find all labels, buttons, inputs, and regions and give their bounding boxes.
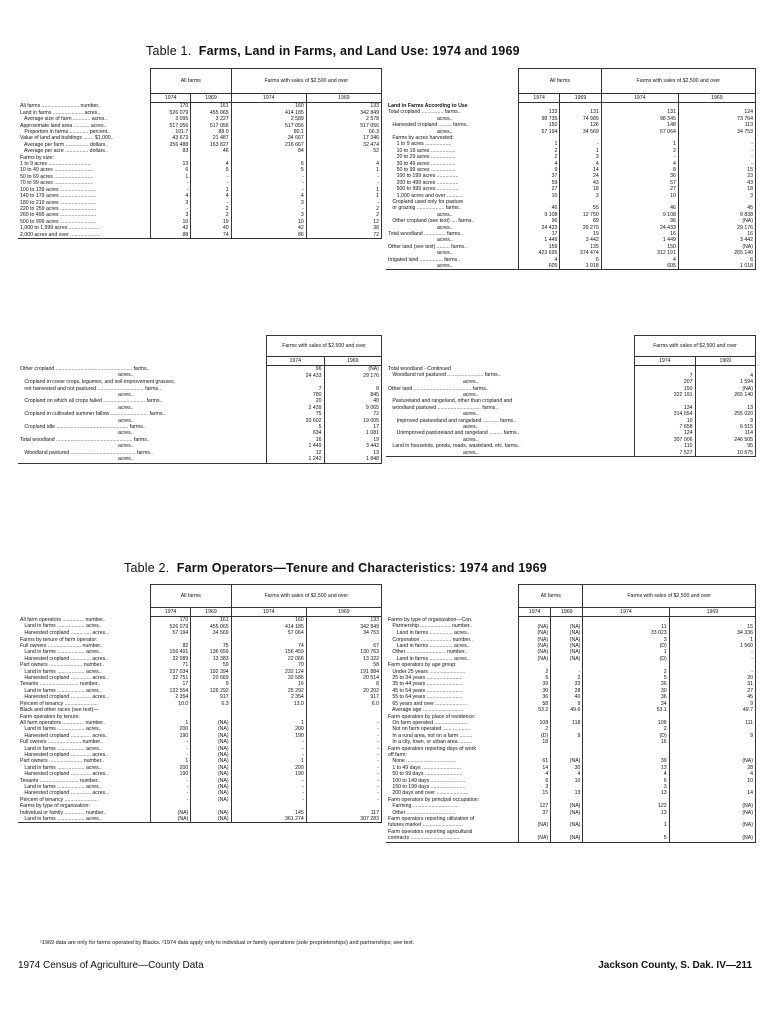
head-sales: Farms with sales of $2,500 and over — [635, 336, 756, 357]
table-cell: 10.0 — [151, 701, 191, 707]
row-label: Farms by tenure of farm operator: Full owners ....................... number.. Land in farms ................... acres.. Harvested cropland .............. acres.. — [18, 637, 151, 663]
table-cell: (NA) — [519, 816, 551, 829]
table-cell: 342 849 2 578 — [306, 110, 381, 123]
row-label: Cropland on which all crops failed ............................. farms.. acres.. — [18, 398, 267, 411]
row-label: Black and other races (see text)— Farm operators by tenure: All farm operators ............... number.. Land in farms ................... acres.. Harvested cropland .............. acres.. — [18, 707, 151, 739]
table2-left — [18, 584, 382, 823]
row-label: Improved pastureland and rangeland ........... farms.. acres.. — [386, 418, 635, 431]
footer-left: 1974 Census of Agriculture—County Data — [18, 960, 204, 971]
table-cell: - — [231, 797, 306, 803]
table-cell: 1 — [583, 816, 669, 829]
table-cell: (NA) — [551, 829, 583, 842]
row-label: Total woodland ............... farms.. acres.. Other land (see text) ......... farms.. acres.. Irrigated land ................ farms.. acres.. — [386, 231, 519, 270]
row-label: All farms .......................... number.. — [18, 103, 151, 110]
row-label: Total woodland - Continued Woodland not pastured ......................... farms.. acres.. — [386, 366, 635, 386]
table-cell: 2 5 39 30 36 58 53.2 — [519, 662, 551, 713]
table-cell: (NA) (NA) — [551, 649, 583, 662]
table-row — [386, 109, 756, 135]
row-label: Other ........................... number.. Land in farms ................ acres.. — [386, 649, 519, 662]
table-cell: 13.0 — [231, 701, 306, 707]
table-cell: 17 346 32 474 52 — [306, 135, 381, 154]
table-cell: (NA) (NA) — [551, 797, 583, 816]
table-cell: 1 (D) — [583, 649, 669, 662]
table-cell: 82 156 491 22 089 — [151, 637, 191, 663]
table-cell: - - - — [306, 739, 381, 758]
table-row — [18, 110, 382, 123]
table-cell: 9 37 59 27 10 — [519, 167, 560, 199]
table-cell: (NA) — [519, 829, 551, 842]
table-cell: 2 5 36 30 36 34 53.1 — [583, 662, 669, 713]
table-cell: 11 33 023 — [583, 617, 669, 637]
row-label: Farms by acres harvested: 1 to 9 acres .................. 10 to 19 acres ................. 20 to 29 acres ................. 30 to 49 acres ................. — [386, 135, 519, 167]
row-label: Other land ........................................ farms.. acres.. — [386, 386, 635, 399]
table-cell: 14 24 43 18 3 — [560, 167, 601, 199]
table-cell: - 2 33 28 40 9 49.6 — [551, 662, 583, 713]
table-cell: 5 634 — [267, 424, 325, 437]
table-cell: - - - — [151, 739, 191, 758]
table-row — [18, 123, 382, 136]
table-cell: 9 126 292 917 — [191, 681, 231, 700]
head-year: 1974 — [231, 608, 306, 617]
table-cell: 70 232 124 32 586 — [231, 662, 306, 681]
table-cell: 20 2 439 — [267, 398, 325, 411]
table-cell: 118 9 — [551, 714, 583, 746]
table-cell: - 2 2 19 40 74 — [191, 200, 231, 239]
row-label: Total woodland ..................................................... farms.. acres.. — [18, 437, 267, 450]
table-cell: - - - — [306, 707, 381, 739]
table-cell: 8 36 57 27 10 — [601, 167, 678, 199]
head-all-farms: All farms — [519, 69, 602, 94]
table-cell: 131 98 345 148 57 064 — [601, 109, 678, 135]
table-cell: 5 — [583, 829, 669, 842]
table-row — [18, 200, 382, 239]
table-cell: 127 37 — [519, 797, 551, 816]
table-cell: 40 9 065 — [324, 398, 382, 411]
table-cell: 19 3 442 — [324, 437, 382, 450]
row-label: Farm operators by principal occupation: Farming ................................ Other .................................. — [386, 797, 519, 816]
table-cell: 39 13 4 6 3 13 — [583, 746, 669, 797]
table-row — [18, 637, 382, 663]
footnote: ¹1969 data are only for farms operated by Blacks. ²1974 data apply only to individual or family operations (sole proprietorships) and partnerships; see text. — [40, 940, 415, 946]
table-cell: - 1 3 4 — [560, 135, 601, 167]
head-year: 1974 — [601, 94, 678, 103]
table-cell: (NA) (NA) — [519, 649, 551, 662]
head-sales: Farms with sales of $2,500 and over — [231, 69, 381, 94]
table-cell: 13 6 1 - - 4 — [151, 155, 191, 200]
row-label: Farm operators by place of residence: On farm operated ....................... Not on farm operated ................... In a rural area, not on a farm ......... In a city, town, or urban area ......... — [386, 714, 519, 746]
table-cell: 16 1 449 — [267, 437, 325, 450]
table-row — [386, 649, 756, 662]
table1-left — [18, 68, 382, 239]
table-cell: 46 9 108 96 24 433 — [519, 199, 560, 231]
head-year: 1969 — [669, 608, 755, 617]
head-all-farms: All farms — [151, 585, 232, 608]
table-cell: 4 1 594 — [695, 366, 756, 386]
table-cell: (NA) (NA) — [191, 803, 231, 823]
row-label: Pastureland and rangeland, other than cropland and woodland pastured .............................. farms.. acres.. — [386, 398, 635, 417]
table-row — [386, 231, 756, 270]
row-label: Farm operators reporting days of work off farm: None ................................... 1 to 49 days ........................... 50 to 99 days .......................... 100 to 149 days ........................ 150 to 199 days ........................ 200 days and over ...................... — [386, 746, 519, 797]
table-cell: 517 056 101.7 — [151, 123, 191, 136]
head-year: 1969 — [306, 608, 381, 617]
table-cell: 43 673 256 488 83 — [151, 135, 191, 154]
table-row — [18, 617, 382, 637]
table-cell: 59 192 394 20 669 — [191, 662, 231, 681]
head-year: 1969 — [560, 94, 601, 103]
table-cell: 96 24 433 — [267, 366, 325, 379]
table-cell: - - - — [231, 739, 306, 758]
table-cell: 3 - 3 10 42 88 — [151, 200, 191, 239]
table-cell: (NA) (NA) (NA) — [191, 707, 231, 739]
table-cell: 133 — [306, 103, 381, 110]
row-label: Farms by type of organization: Individual or family .............. number.. Land in farms ................... acres.. — [18, 803, 151, 823]
table2-heading: Farm Operators—Tenure and Characteristics: 1974 and 1969 — [176, 561, 547, 575]
table-cell: 74 156 459 22 066 — [231, 637, 306, 663]
table-cell: (NA) (NA) — [551, 637, 583, 650]
table-cell: - - - — [306, 758, 381, 777]
table-row — [386, 746, 756, 797]
table-cell: 114 246 505 — [695, 430, 756, 443]
table-cell: 7 207 — [635, 366, 696, 386]
table-cell: (NA) — [551, 816, 583, 829]
row-label: Farms by type of organization—Con. Partnership ..................... number.. Land in farms ................ acres.. — [386, 617, 519, 637]
footer-right — [598, 960, 752, 971]
table-row — [18, 437, 382, 450]
head-year: 1974 — [267, 357, 325, 366]
row-label: Total cropland ............... farms.. acres.. Harvested cropland ......... farms.. acres.. — [386, 109, 519, 135]
table-cell: 8 20 202 917 — [306, 681, 381, 700]
table-cell: 6.0 — [306, 701, 381, 707]
table2-right — [386, 584, 756, 843]
table-cell: - — [306, 797, 381, 803]
table-cell: 10 7 658 — [635, 418, 696, 431]
row-label: All farm operators ............... number.. Land in farms ................... acres.. Harvested cropland .............. acres.. — [18, 617, 151, 637]
table-row — [386, 366, 756, 386]
row-label: Land in farms ..................... acres.. Average size of farm ............ acres.. — [18, 110, 151, 123]
table-cell: 134 314 654 — [635, 398, 696, 417]
table-row — [386, 135, 756, 167]
table-row — [386, 797, 756, 816]
row-label: 180 to 219 acres ......................... 220 to 259 acres ......................... 260 to 499 acres ......................... 500 to 999 acres ......................... 1,000 to 1,999 acres ..................... 2,000 acres and over ..................... — [18, 200, 151, 239]
table-cell: (NA) (NA) — [519, 637, 551, 650]
row-label: Land in houselots, ponds, roads, wasteland, etc. farms.. acres.. — [386, 443, 635, 456]
table-cell: (NA) 29 176 — [324, 366, 382, 379]
head-year: 1974 — [583, 608, 669, 617]
head-year: 1974 — [151, 608, 191, 617]
table-cell: (NA) — [191, 797, 231, 803]
head-year: 1969 — [324, 357, 382, 366]
table-row — [386, 167, 756, 199]
table-row — [386, 714, 756, 746]
head-year: 1969 — [191, 94, 231, 103]
table-cell: 526 079 3 095 — [151, 110, 191, 123]
table-cell: 131 74 989 126 34 569 — [560, 109, 601, 135]
table-cell: - 2 2 12 38 72 — [306, 200, 381, 239]
head-sales: Farms with sales of $2,500 and over — [601, 69, 755, 94]
table1-number: Table 1. — [146, 44, 192, 58]
table-cell: 517 056 80.1 — [231, 123, 306, 136]
table-cell: 17 132 554 2 354 — [151, 681, 191, 700]
row-label: Tenants ........................... number.. Land in farms ................... acres.. Harvested cropland .............. acres.. — [18, 681, 151, 700]
table1-title — [146, 44, 520, 58]
table-cell: 1 200 190 — [231, 707, 306, 739]
footer-right-text: Jackson County, S. Dak. IV—211 — [598, 960, 752, 971]
table-row — [18, 707, 382, 739]
head-all-farms: All farms — [519, 585, 583, 608]
table-cell: 4 5 - - 1 4 — [191, 155, 231, 200]
table-cell: (NA) — [669, 816, 755, 829]
table-cell: (NA) (NA) — [669, 797, 755, 816]
table-cell: 8 845 — [324, 379, 382, 398]
head-year: 1969 — [695, 357, 756, 366]
table1-continued-right — [386, 335, 756, 457]
row-label: Woodland pastured ............................................. farms.. acres.. — [18, 450, 267, 463]
row-label: Farm operators reporting agricultural contracts .................................. — [386, 829, 519, 842]
row-label: Approximate land area ........... acres.. Proportion in farms ............. percent.. — [18, 123, 151, 136]
head-year: 1974 — [635, 357, 696, 366]
table-row — [386, 386, 756, 399]
row-label: Part owners ....................... number.. Land in farms ................... acres.. Harvested cropland .............. acres.. — [18, 662, 151, 681]
table-cell: 3 (D) — [583, 637, 669, 650]
table-cell: (NA) (NA) (NA) — [191, 758, 231, 777]
table-cell: (NA) (NA) (NA) — [191, 778, 231, 797]
table-cell: - - - - — [678, 135, 755, 167]
table-cell: 133 98 735 150 57 194 — [519, 109, 560, 135]
table-row — [18, 411, 382, 424]
row-label: Farm operators reporting utilization of futures market ............................ — [386, 816, 519, 829]
table-cell: 160 — [231, 103, 306, 110]
table-cell: 122 13 — [583, 797, 669, 816]
table-cell: 15 34 336 — [669, 617, 755, 637]
table-cell: 3 - 3 10 42 86 — [231, 200, 306, 239]
row-label: Farms by size: 1 to 9 acres ............................. 10 to 49 acres ........................... 50 to 69 acres ........................... 70 to 99 acres ........................... 100 to 139 acres ......................... 140 to 179 acres ......................... — [18, 155, 151, 200]
table1-right — [386, 68, 756, 270]
table-row — [386, 816, 756, 829]
table-row — [386, 430, 756, 443]
table-cell: 19 3 442 135 374 474 6 1 018 — [560, 231, 601, 270]
row-label: 50 to 99 acres ................. 100 to 199 acres ............... 200 to 499 acres ............... 500 to 999 acres ............... 1,000 acres and over ........... — [386, 167, 519, 199]
row-label: Percent of tenancy ....................... — [18, 701, 151, 707]
table-row — [18, 803, 382, 823]
table-row — [18, 778, 382, 797]
table-cell: 1 200 190 — [231, 758, 306, 777]
table-cell: (NA) (NA) — [519, 617, 551, 637]
table-cell: 46 9 108 96 24 433 — [601, 199, 678, 231]
table-cell: 517 056 66.3 — [306, 123, 381, 136]
row-label: Land in Farms According to Use — [386, 103, 519, 109]
table-cell: 145 361 274 — [231, 803, 306, 823]
row-label: Value of land and buildings ....... $1,000.. Average per farm ................ dollars.. Average per acre ................ dollars.. — [18, 135, 151, 154]
table-cell: 170 526 079 57 194 — [151, 617, 191, 637]
row-label: Cropland in cover crops, legumes, and soil-improvement grasses, not harvested and not pastured ................................ farms.. acres.. — [18, 379, 267, 398]
table-row — [18, 681, 382, 700]
table-cell: - — [151, 797, 191, 803]
table-cell: 71 237 034 32 751 — [151, 662, 191, 681]
row-label: Cropland idle .................................................. farms.. acres.. — [18, 424, 267, 437]
table-cell: 17 1 081 — [324, 424, 382, 437]
table-cell: 117 307 283 — [306, 803, 381, 823]
table-cell: 9 6 515 — [695, 418, 756, 431]
table-row — [18, 739, 382, 758]
table-cell: 72 19 005 — [324, 411, 382, 424]
head-year: 1969 — [191, 608, 231, 617]
table-cell: 16 25 292 2 354 — [231, 681, 306, 700]
table-row — [18, 135, 382, 154]
table-row — [18, 155, 382, 200]
table-row — [386, 418, 756, 431]
table-cell: 95 10 675 — [695, 443, 756, 456]
table-cell: 124 73 764 113 34 753 — [678, 109, 755, 135]
table-cell: 414 185 2 589 — [231, 110, 306, 123]
table-row — [386, 662, 756, 713]
table2-title — [124, 561, 547, 575]
table-cell: 1 1 560 — [669, 637, 755, 650]
table-row — [18, 758, 382, 777]
head-year: 1974 — [519, 94, 560, 103]
head-sales: Farms with sales of $2,500 and over — [583, 585, 756, 608]
table2-number: Table 2. — [124, 561, 170, 575]
table-cell: 16 3 442 (NA) 265 140 6 1 018 — [678, 231, 755, 270]
table-cell: 110 7 527 — [635, 443, 696, 456]
table-row — [18, 103, 382, 110]
row-label: Full owners ....................... number.. Land in farms ................... acres.. Harvested cropland .............. acres.. — [18, 739, 151, 758]
table-cell: 34 667 216 667 84 — [231, 135, 306, 154]
table-cell: 1 2 2 4 — [519, 135, 560, 167]
table-cell: 55 12 750 89 29 270 — [560, 199, 601, 231]
table-row — [386, 617, 756, 637]
table-cell: (NA) 30 4 10 13 — [551, 746, 583, 797]
table1-continued-left — [18, 335, 382, 464]
table1-heading: Farms, Land in Farms, and Land Use: 1974 and 1969 — [198, 44, 520, 58]
table-cell: 1 200 190 — [151, 758, 191, 777]
table-cell: 106 2 (D) 16 — [583, 714, 669, 746]
table-cell: 17 1 449 159 423 695 4 605 — [519, 231, 560, 270]
table-cell: - - - — [151, 778, 191, 797]
table-cell: 133 342 849 34 753 — [306, 617, 381, 637]
table-cell: 15 23 43 18 3 — [678, 167, 755, 199]
row-label: Corporation ..................... number.. Land in farms ................ acres.. — [386, 637, 519, 650]
table-cell: (NA) 28 4 10 14 — [669, 746, 755, 797]
table-row — [386, 637, 756, 650]
table-row — [18, 424, 382, 437]
table-cell: 6 5 - - - 4 — [231, 155, 306, 200]
table-cell: 150 322 191 — [635, 386, 696, 399]
table-row — [18, 379, 382, 398]
table-cell: - - — [669, 649, 755, 662]
table-cell: 6.3 — [191, 701, 231, 707]
table-cell: 75 136 659 13 383 — [191, 637, 231, 663]
head-year: 1969 — [306, 94, 381, 103]
row-label: Tenants ........................... number.. Land in farms ................... acres.. Harvested cropland .............. acres.. — [18, 778, 151, 797]
table-cell: 124 307 006 — [635, 430, 696, 443]
row-label: Unimproved pastureland and rangeland ......... farms.. acres.. — [386, 430, 635, 443]
table-cell: (NA) (NA) — [551, 617, 583, 637]
row-label: Cropland used only for pasture or grazing ................... farms.. acres.. Other cropland (see text) .... farms.. acres.. — [386, 199, 519, 231]
row-label: Part owners ....................... number.. Land in farms ................... acres.. Harvested cropland .............. acres.. — [18, 758, 151, 777]
table-cell: 45 9 838 (NA) 29 176 — [678, 199, 755, 231]
table-row — [18, 662, 382, 681]
table-cell: 1 200 190 — [151, 707, 191, 739]
table-cell: 13 1 848 — [324, 450, 382, 463]
head-sales: Farms with sales of $2,500 and over — [231, 585, 381, 608]
table-cell: 13 255 020 — [695, 398, 756, 417]
table-cell: (NA) (NA) — [151, 803, 191, 823]
head-all-farms: All farms — [151, 69, 232, 94]
head-year: 1969 — [678, 94, 755, 103]
row-label: Other cropland ..................................................... farms.. acres.. — [18, 366, 267, 379]
head-year: 1974 — [231, 94, 306, 103]
table-cell: 12 1 242 — [267, 450, 325, 463]
table-cell: (NA) (NA) (NA) — [191, 739, 231, 758]
head-sales: Farms with sales of $2,500 and over — [267, 336, 382, 357]
table-cell: 21 487 163 827 46 — [191, 135, 231, 154]
table-cell: 1 2 - 4 — [601, 135, 678, 167]
table-row — [18, 366, 382, 379]
row-label: Cropland in cultivated summer fallow .......................... farms.. acres.. — [18, 411, 267, 424]
table-cell: 161 — [191, 103, 231, 110]
table-row — [18, 450, 382, 463]
table-cell: 4 1 - - 1 1 — [306, 155, 381, 200]
table-cell: 455 065 3 227 — [191, 110, 231, 123]
table-cell: - 20 31 27 45 9 49.7 — [669, 662, 755, 713]
table-cell: 170 — [151, 103, 191, 110]
head-year: 1974 — [151, 94, 191, 103]
table-row — [386, 199, 756, 231]
table-cell: 58 191 884 20 514 — [306, 662, 381, 681]
table-row — [386, 443, 756, 456]
table-cell: 517 056 88.0 — [191, 123, 231, 136]
table-row — [386, 829, 756, 842]
table-cell: 111 9 — [669, 714, 755, 746]
table-row — [18, 398, 382, 411]
head-year: 1974 — [519, 608, 551, 617]
table-row — [386, 398, 756, 417]
table-cell: 75 20 602 — [267, 411, 325, 424]
table-cell: 161 455 065 34 569 — [191, 617, 231, 637]
table-cell: - - - — [231, 778, 306, 797]
table-cell: (NA) — [669, 829, 755, 842]
table-cell: 160 414 185 57 064 — [231, 617, 306, 637]
table-cell: 108 2 (D) 18 — [519, 714, 551, 746]
table-cell: (NA) 265 140 — [695, 386, 756, 399]
table-cell: 7 780 — [267, 379, 325, 398]
row-label: Percent of tenancy ....................... — [18, 797, 151, 803]
row-label: Farm operators by age group: Under 25 years ......................... 25 to 34 years ......................... 35 to 44 years ......................... 45 to 54 years ......................... 55 to 64 years ......................... 65 years and over ...................... Average age ............................ — [386, 662, 519, 713]
head-year: 1969 — [551, 608, 583, 617]
table-cell: 61 14 4 6 3 15 — [519, 746, 551, 797]
table-cell: - - - — [306, 778, 381, 797]
table-cell: 67 130 763 13 322 — [306, 637, 381, 663]
table-cell: 16 1 449 150 312 191 4 605 — [601, 231, 678, 270]
